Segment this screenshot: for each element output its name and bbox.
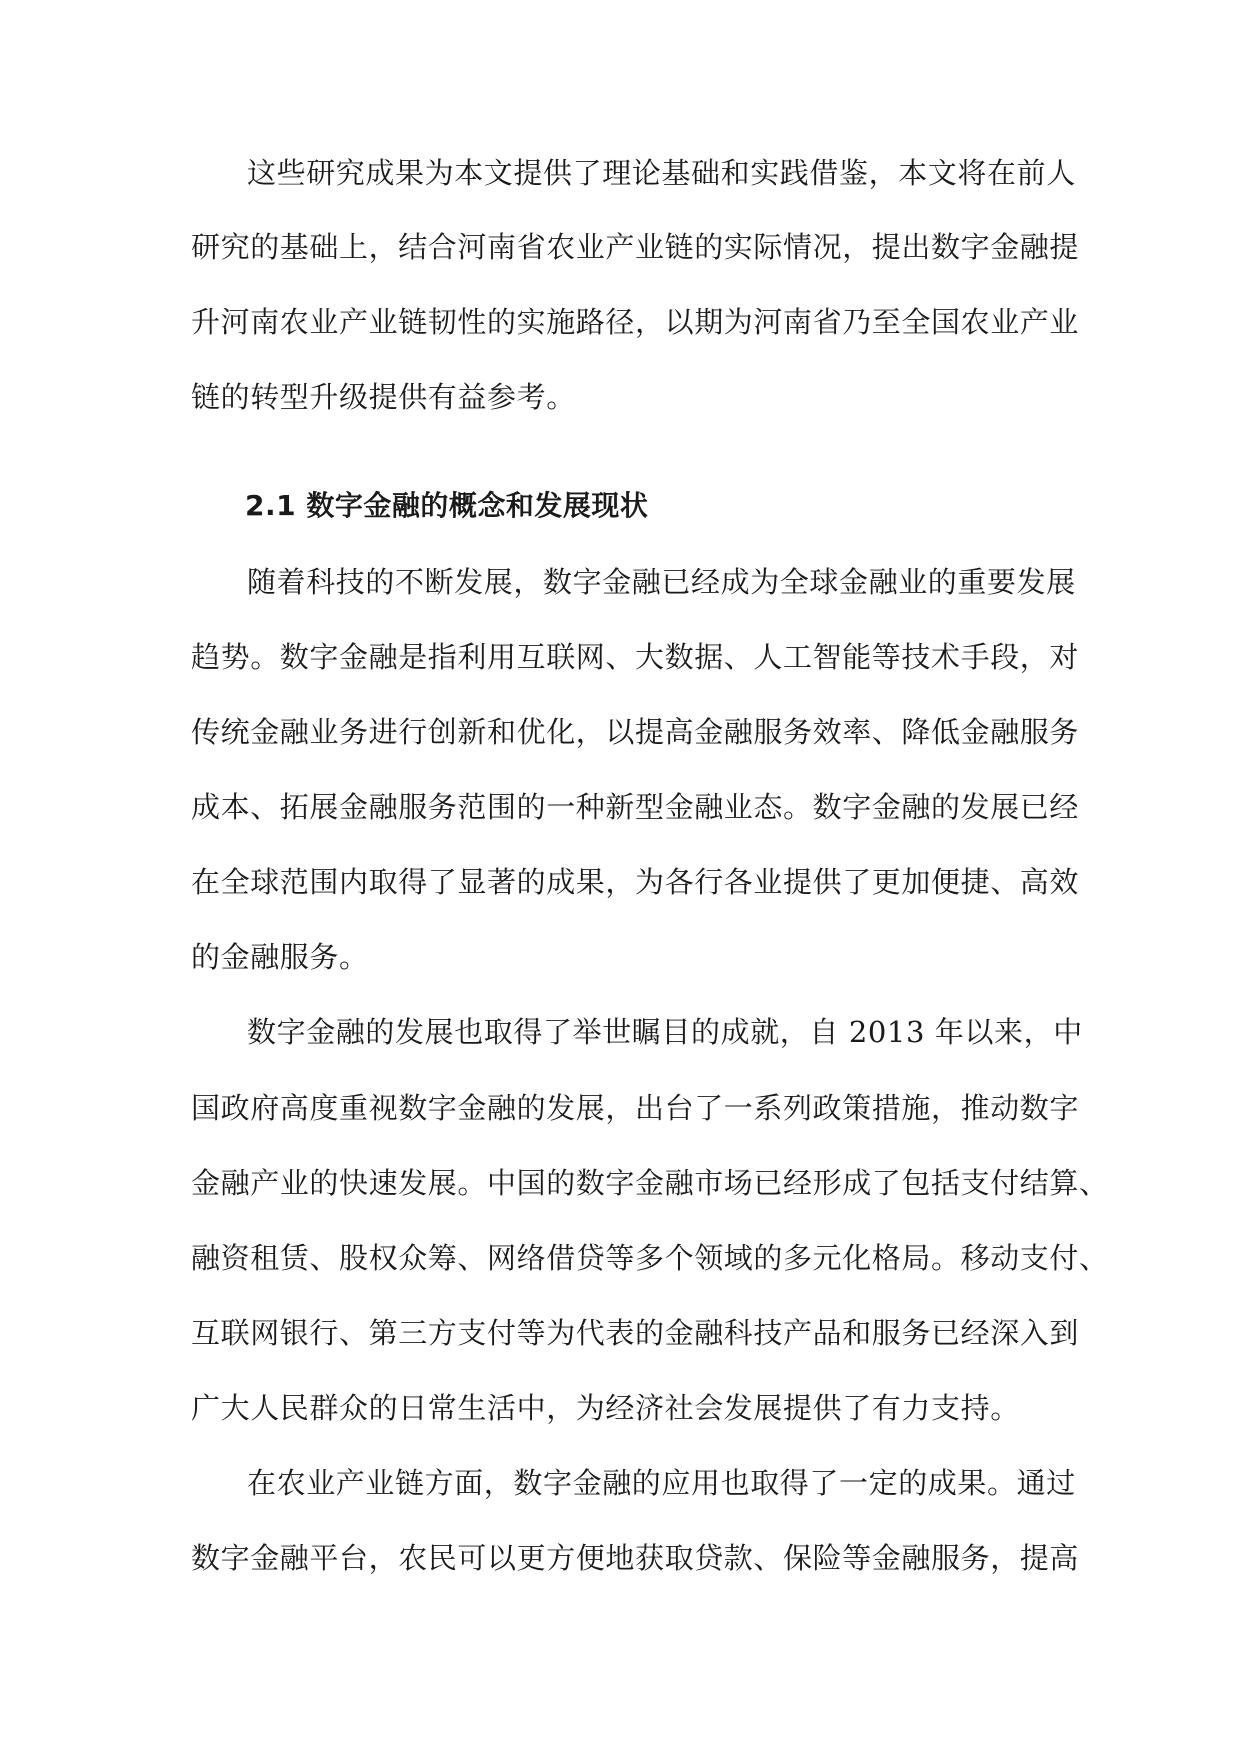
paragraph-3-line-5: 互联网银行、第三方支付等为代表的金融科技产品和服务已经深入到 (191, 1316, 1080, 1350)
paragraph-2-line-3: 传统金融业务进行创新和优化，以提高金融服务效率、降低金融服务 (191, 715, 1080, 749)
section-heading: 2.1 数字金融的概念和发展现状 (245, 489, 649, 522)
paragraph-1-line-3: 升河南农业产业链韧性的实施路径，以期为河南省乃至全国农业产业 (191, 305, 1080, 339)
paragraph-2-line-5: 在全球范围内取得了显著的成果，为各行各业提供了更加便捷、高效 (191, 865, 1080, 899)
paragraph-4-line-1: 在农业产业链方面，数字金融的应用也取得了一定的成果。通过 (247, 1466, 1076, 1500)
paragraph-1-line-1: 这些研究成果为本文提供了理论基础和实践借鉴，本文将在前人 (247, 156, 1076, 190)
paragraph-3-line-1: 数字金融的发展也取得了举世瞩目的成就，自 2013 年以来，中 (247, 1015, 1083, 1049)
paragraph-2-line-4: 成本、拓展金融服务范围的一种新型金融业态。数字金融的发展已经 (191, 790, 1080, 824)
paragraph-2-line-1: 随着科技的不断发展，数字金融已经成为全球金融业的重要发展 (247, 565, 1076, 599)
paragraph-4-line-2: 数字金融平台，农民可以更方便地获取贷款、保险等金融服务，提高 (191, 1541, 1080, 1575)
paragraph-1-line-4: 链的转型升级提供有益参考。 (191, 380, 576, 414)
paragraph-3-line-6: 广大人民群众的日常生活中，为经济社会发展提供了有力支持。 (191, 1391, 1020, 1425)
paragraph-1-line-2: 研究的基础上，结合河南省农业产业链的实际情况，提出数字金融提 (191, 230, 1080, 264)
paragraph-3-line-3: 金融产业的快速发展。中国的数字金融市场已经形成了包括支付结算、 (191, 1166, 1109, 1200)
paragraph-2-line-2: 趋势。数字金融是指利用互联网、大数据、人工智能等技术手段，对 (191, 640, 1080, 674)
paragraph-3-line-4: 融资租赁、股权众筹、网络借贷等多个领域的多元化格局。移动支付、 (191, 1241, 1109, 1275)
paragraph-2-line-6: 的金融服务。 (191, 940, 369, 974)
paragraph-3-line-2: 国政府高度重视数字金融的发展，出台了一系列政策措施，推动数字 (191, 1091, 1080, 1125)
